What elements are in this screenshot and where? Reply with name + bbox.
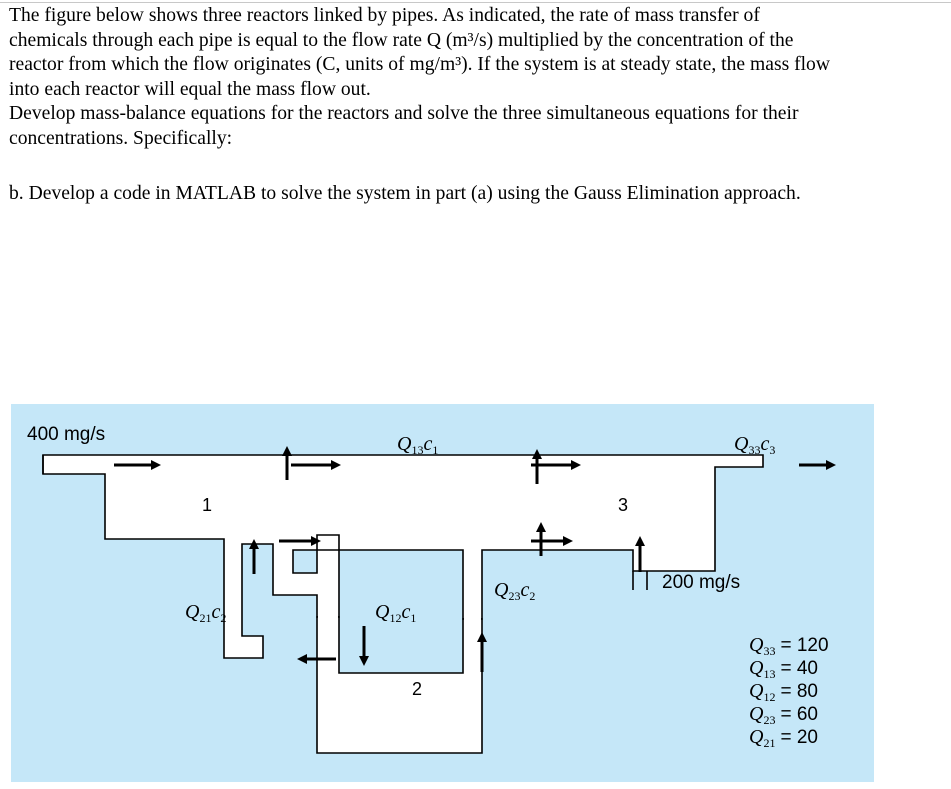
pipe-joint [464,615,481,621]
inflow-1-label: 400 mg/s [27,424,106,445]
c-subscript: 1 [410,611,417,625]
q-symbol: Q [749,703,764,725]
problem-statement [9,4,944,151]
c-symbol: c [423,433,433,455]
c-symbol: c [760,433,770,455]
inflow-3-label: 200 mg/s [662,572,741,593]
q-subscript: 33 [763,644,776,658]
flow-values-list [749,634,829,750]
flow-value-q12 [749,680,818,704]
q-subscript: 23 [508,589,521,603]
flow-value: = 80 [780,681,818,702]
q-subscript: 21 [199,611,212,625]
flow-value-q13 [749,657,818,681]
top-rule [0,2,951,3]
q-subscript: 21 [763,736,776,750]
q-symbol: Q [375,601,390,623]
c-symbol: c [211,601,221,623]
flow-value: = 20 [780,727,818,748]
q-subscript: 23 [763,713,776,727]
flow-value: = 60 [780,704,818,725]
reactor-figure [11,404,874,782]
reactor-3-label: 3 [618,495,629,515]
flow-value: = 40 [780,658,818,679]
flow-value: = 120 [780,635,829,656]
reactor-2-label: 2 [412,679,423,699]
flow-value-q23 [749,703,818,727]
q-symbol: Q [397,433,412,455]
problem-line: Develop mass-balance equations for the reactors and solve the three simultaneous equations for their [9,103,799,124]
q-subscript: 13 [763,667,776,681]
c-subscript: 2 [220,611,227,625]
problem-line: reactor from which the flow originates (C, units of mg/m³). If the system is at steady state, the mass flow [9,54,831,75]
q-symbol: Q [749,726,764,748]
problem-line: The figure below shows three reactors linked by pipes. As indicated, the rate of mass transfer of [9,5,760,26]
c-subscript: 3 [769,443,776,457]
problem-line: chemicals through each pipe is equal to the flow rate Q (m³/s) multiplied by the concentration of the [9,29,794,51]
q-subscript: 33 [748,443,761,457]
q-subscript: 12 [763,690,776,704]
problem-line: into each reactor will equal the mass flow out. [9,78,371,100]
q-symbol: Q [494,579,509,601]
problem-line: concentrations. Specifically: [9,127,233,149]
q-symbol: Q [749,680,764,702]
c-subscript: 1 [432,443,439,457]
reactor-1-label: 1 [202,495,213,515]
q-symbol: Q [749,634,764,656]
c-symbol: c [401,601,411,623]
q-subscript: 12 [389,611,402,625]
part-b-question: b. Develop a code in MATLAB to solve the system in part (a) using the Gauss Elimination approach. [9,183,801,204]
pipe-joint [318,615,338,619]
q-subscript: 13 [411,443,424,457]
c-symbol: c [520,579,530,601]
q-symbol: Q [734,433,749,455]
flow-value-q21 [749,726,818,750]
q-symbol: Q [749,657,764,679]
q-symbol: Q [185,601,200,623]
flow-value-q33 [749,634,829,658]
c-subscript: 2 [529,589,536,603]
